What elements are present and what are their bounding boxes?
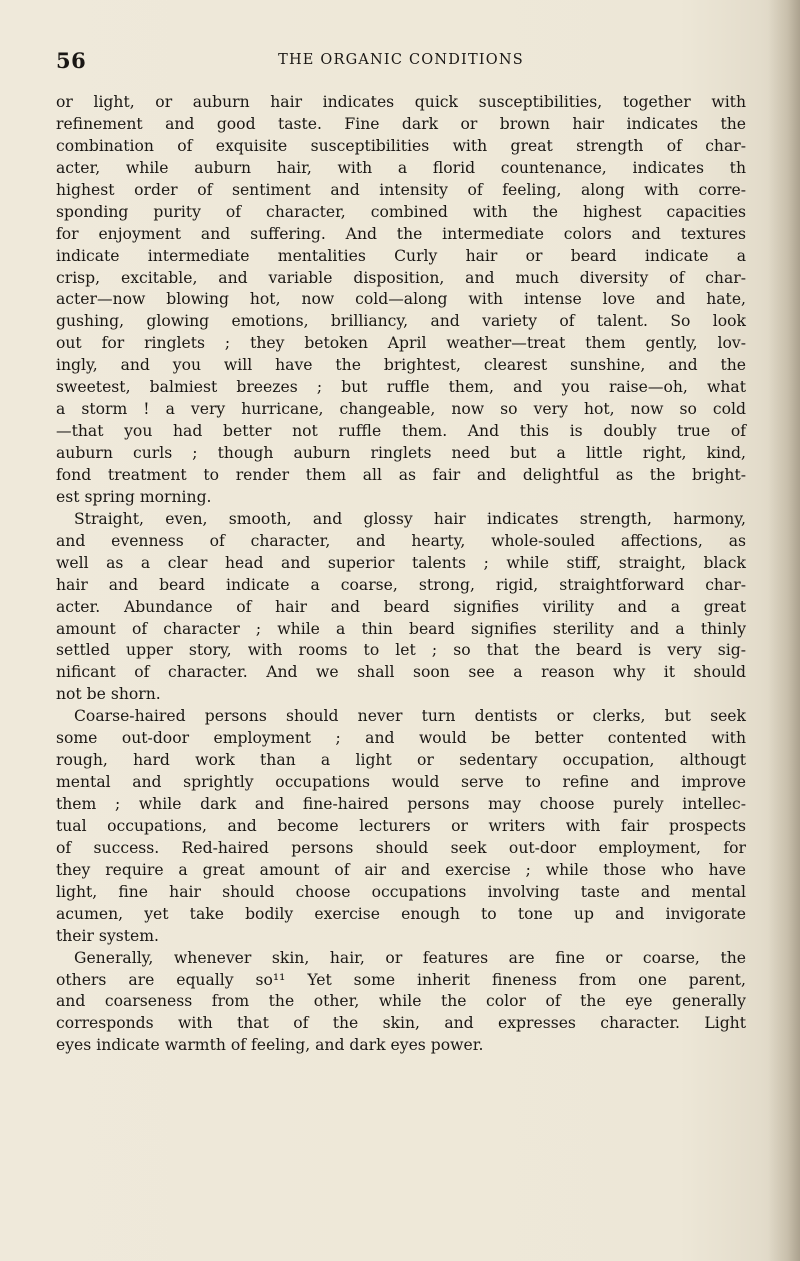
text-line: well as a clear head and superior talents ; while stiff, straight, black: [56, 553, 746, 572]
text-line: settled upper story, with rooms to let ; so that the beard is very sig-: [56, 641, 746, 660]
text-line: for enjoyment and suffering. And the intermediate colors and textures: [56, 224, 746, 243]
text-line: fond treatment to render them all as fair and delightful as the bright-: [56, 465, 746, 484]
text-line: not be shorn.: [56, 685, 161, 704]
text-line: combination of exquisite susceptibilities with great strength of char-: [56, 136, 746, 155]
body-text: [56, 92, 746, 1057]
text-line: auburn curls ; though auburn ringlets need but a little right, kind,: [56, 444, 746, 462]
text-line: a storm ! a very hurricane, changeable, now so very hot, now so cold: [56, 400, 746, 419]
text-line: them ; while dark and fine-haired persons may choose purely intellec-: [56, 795, 746, 813]
text-line: gushing, glowing emotions, brilliancy, and variety of talent. So look: [56, 312, 746, 331]
text-line: light, fine hair should choose occupations involving taste and mental: [56, 882, 746, 901]
text-line: tual occupations, and become lecturers or writers with fair prospects: [56, 816, 746, 835]
text-line: of success. Red-haired persons should seek out-door employment, for: [56, 838, 746, 857]
text-line: acumen, yet take bodily exercise enough to tone up and invigorate: [56, 904, 746, 923]
text-line: mental and sprightly occupations would serve to refine and improve: [56, 773, 746, 792]
text-line: hair and beard indicate a coarse, strong, rigid, straightforward char-: [56, 575, 746, 594]
text-line: or light, or auburn hair indicates quick susceptibilities, together with: [56, 93, 746, 111]
text-line: they require a great amount of air and exercise ; while those who have: [56, 860, 746, 879]
paragraph-start-line: Generally, whenever skin, hair, or features are fine or coarse, the: [74, 948, 746, 967]
paragraph-start-line: Coarse-haired persons should never turn dentists or clerks, but seek: [74, 707, 746, 726]
text-line: —that you had better not ruffle them. And this is doubly true of: [56, 422, 746, 441]
page-header: [56, 48, 746, 78]
page-number: 56: [56, 48, 87, 73]
text-line: ingly, and you will have the brightest, clearest sunshine, and the: [56, 356, 746, 375]
text-line: and coarseness from the other, while the color of the eye generally: [56, 992, 746, 1011]
page-edge-shadow: [768, 0, 800, 1261]
text-line: indicate intermediate mentalities Curly hair or beard indicate a: [56, 246, 746, 265]
text-line: and evenness of character, and hearty, whole-souled affections, as: [56, 531, 746, 550]
text-line: highest order of sentiment and intensity of feeling, along with corre-: [56, 180, 746, 199]
text-line: some out-door employment ; and would be better contented with: [56, 729, 746, 748]
text-line: sweetest, balmiest breezes ; but ruffle them, and you raise—oh, what: [56, 378, 746, 397]
text-line: acter—now blowing hot, now cold—along with intense love and hate,: [56, 290, 746, 309]
running-head: THE ORGANIC CONDITIONS: [278, 52, 524, 68]
text-line: est spring morning.: [56, 487, 212, 506]
text-line: their system.: [56, 926, 159, 945]
text-line: acter. Abundance of hair and beard signifies virility and a great: [56, 597, 746, 616]
text-line: crisp, excitable, and variable disposition, and much diversity of char-: [56, 268, 746, 287]
text-line: corresponds with that of the skin, and expresses character. Light: [56, 1014, 746, 1033]
text-line: rough, hard work than a light or sedentary occupation, althougt: [56, 751, 746, 770]
text-line: refinement and good taste. Fine dark or brown hair indicates the: [56, 114, 746, 133]
text-line: out for ringlets ; they betoken April weather—treat them gently, lov-: [56, 334, 746, 353]
text-line: sponding purity of character, combined with the highest capacities: [56, 202, 746, 221]
text-line: amount of character ; while a thin beard signifies sterility and a thinly: [56, 619, 746, 638]
text-line: others are equally so¹¹ Yet some inherit fineness from one parent,: [56, 970, 746, 989]
text-line: acter, while auburn hair, with a florid countenance, indicates th: [56, 158, 746, 177]
paragraph-start-line: Straight, even, smooth, and glossy hair indicates strength, harmony,: [74, 509, 746, 528]
text-line: eyes indicate warmth of feeling, and dark eyes power.: [56, 1036, 484, 1055]
text-line: nificant of character. And we shall soon see a reason why it should: [56, 663, 746, 682]
